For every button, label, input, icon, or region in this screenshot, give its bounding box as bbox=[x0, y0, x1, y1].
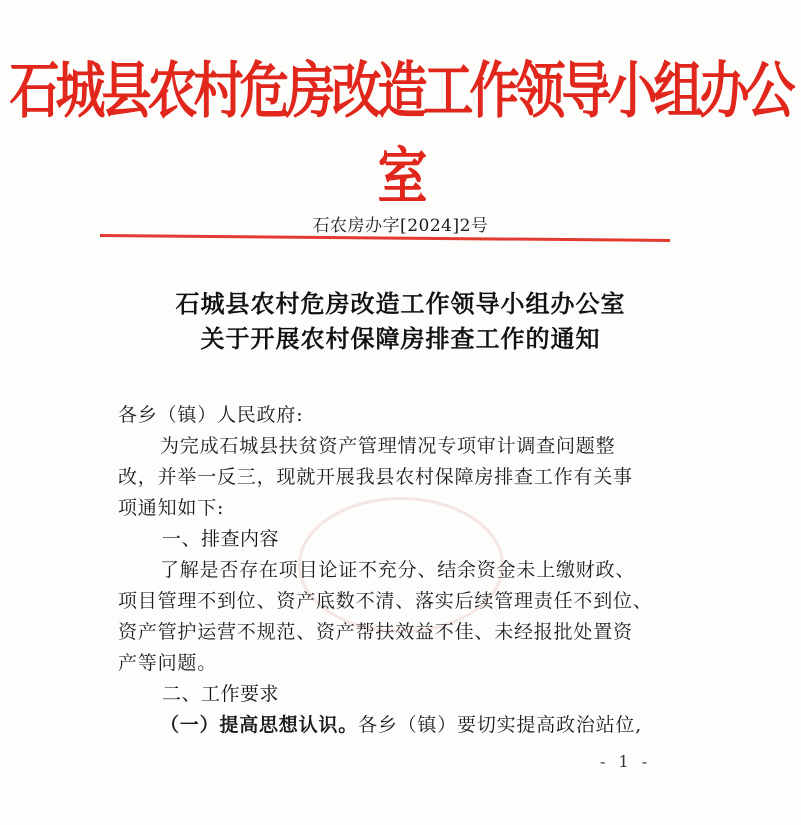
letterhead-org-name: 石城县农村危房改造工作领导小组办公室 bbox=[9, 54, 792, 212]
intro-line-1: 为完成石城县扶贫资产管理情况专项审计调查问题整 bbox=[160, 435, 616, 457]
section-2-item-1 bbox=[160, 710, 642, 737]
section-1-heading: 一、排查内容 bbox=[162, 528, 280, 550]
salutation: 各乡（镇）人民政府: bbox=[118, 404, 304, 426]
page-number: - 1 - bbox=[600, 752, 652, 771]
notice-title-line-1: 石城县农村危房改造工作领导小组办公室 bbox=[175, 289, 626, 318]
section-1-line-4: 产等问题。 bbox=[118, 652, 218, 674]
section-1-line-3: 资产管护运营不规范、资产帮扶效益不佳、未经报批处置资 bbox=[118, 621, 633, 643]
section-1-line-2: 项目管理不到位、资产底数不清、落实后续管理责任不到位、 bbox=[118, 590, 653, 612]
intro-line-3: 项通知如下: bbox=[118, 497, 225, 519]
intro-line-2: 改，并举一反三，现就开展我县农村保障房排查工作有关事 bbox=[118, 466, 633, 488]
notice-title-line-2: 关于开展农村保障房排查工作的通知 bbox=[200, 324, 601, 353]
document-number: 石农房办字[2024]2号 bbox=[312, 216, 489, 236]
section-2-item-1-text: 各乡（镇）要切实提高政治站位, bbox=[358, 714, 643, 736]
section-1-line-1: 了解是否存在项目论证不充分、结余资金未上缴财政、 bbox=[160, 559, 636, 581]
section-2-item-1-lead: （一）提高思想认识。 bbox=[160, 714, 359, 736]
section-2-heading: 二、工作要求 bbox=[162, 683, 280, 705]
